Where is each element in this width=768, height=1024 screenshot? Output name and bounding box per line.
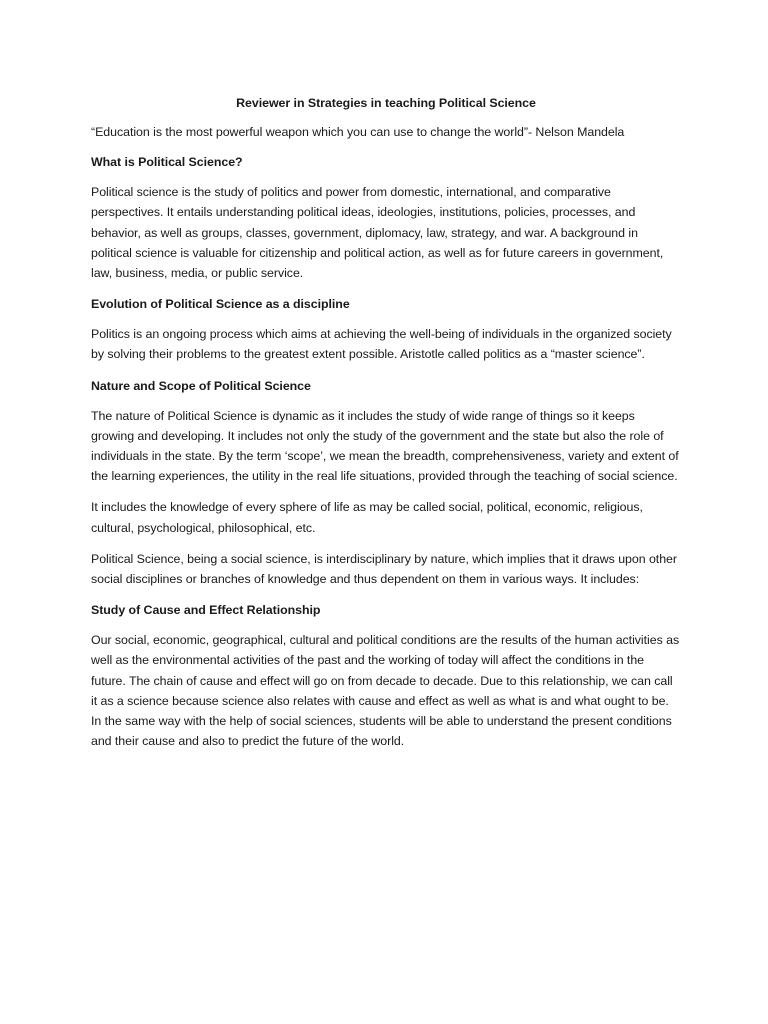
section-heading: Nature and Scope of Political Science xyxy=(91,378,311,393)
section-paragraph: It includes the knowledge of every sphere of life as may be called social, political, economic, religious, cultural, psychological, philosophical, etc. xyxy=(91,500,643,535)
section-what-is-political-science xyxy=(91,152,681,283)
section-paragraph: Political science is the study of politics and power from domestic, international, and comparative perspectives. It entails understanding political ideas, ideologies, institutions, policies, processes, and behavior, as well as groups, classes, government, diplomacy, law, strategy, and war. A background in political science is valuable for citizenship and political action, as well as for future careers in government, law, business, media, or public service. xyxy=(91,185,664,281)
section-heading: Study of Cause and Effect Relationship xyxy=(91,603,321,618)
section-paragraph: Politics is an ongoing process which aims at achieving the well-being of individuals in the organized society by solving their problems to the greatest extent possible. Aristotle called politics as a “master science”. xyxy=(91,327,672,362)
section-evolution xyxy=(91,294,681,364)
section-nature-and-scope xyxy=(91,376,681,590)
section-heading: What is Political Science? xyxy=(91,155,243,170)
section-paragraph: Political Science, being a social science, is interdisciplinary by nature, which implies that it draws upon other social disciplines or branches of knowledge and thus dependent on them in various ways. It includes: xyxy=(91,551,677,587)
document-body xyxy=(91,93,681,762)
section-cause-and-effect xyxy=(91,600,681,751)
section-heading: Evolution of Political Science as a discipline xyxy=(91,297,350,312)
document-title: Reviewer in Strategies in teaching Political Science xyxy=(236,96,536,110)
epigraph-quote: “Education is the most powerful weapon which you can use to change the world”- Nelson Mandela xyxy=(91,125,625,139)
section-paragraph: The nature of Political Science is dynamic as it includes the study of wide range of things so it keeps growing and developing. It includes not only the study of the government and the state but also the role of individuals in the state. By the term ‘scope’, we mean the breadth, comprehensiveness, variety and extent of the learning experiences, the utility in the real life situations, provided through the teaching of social science. xyxy=(91,408,679,484)
section-paragraph: Our social, economic, geographical, cultural and political conditions are the results of the human activities as well as the environmental activities of the past and the working of today will affect the conditions in the future. The chain of cause and effect will go on from decade to decade. Due to this relationship, we can call it as a science because science also relates with cause and effect as well as what is and what ought to be. In the same way with the help of social sciences, students will be able to understand the present conditions and their cause and also to predict the future of the world. xyxy=(91,633,680,749)
